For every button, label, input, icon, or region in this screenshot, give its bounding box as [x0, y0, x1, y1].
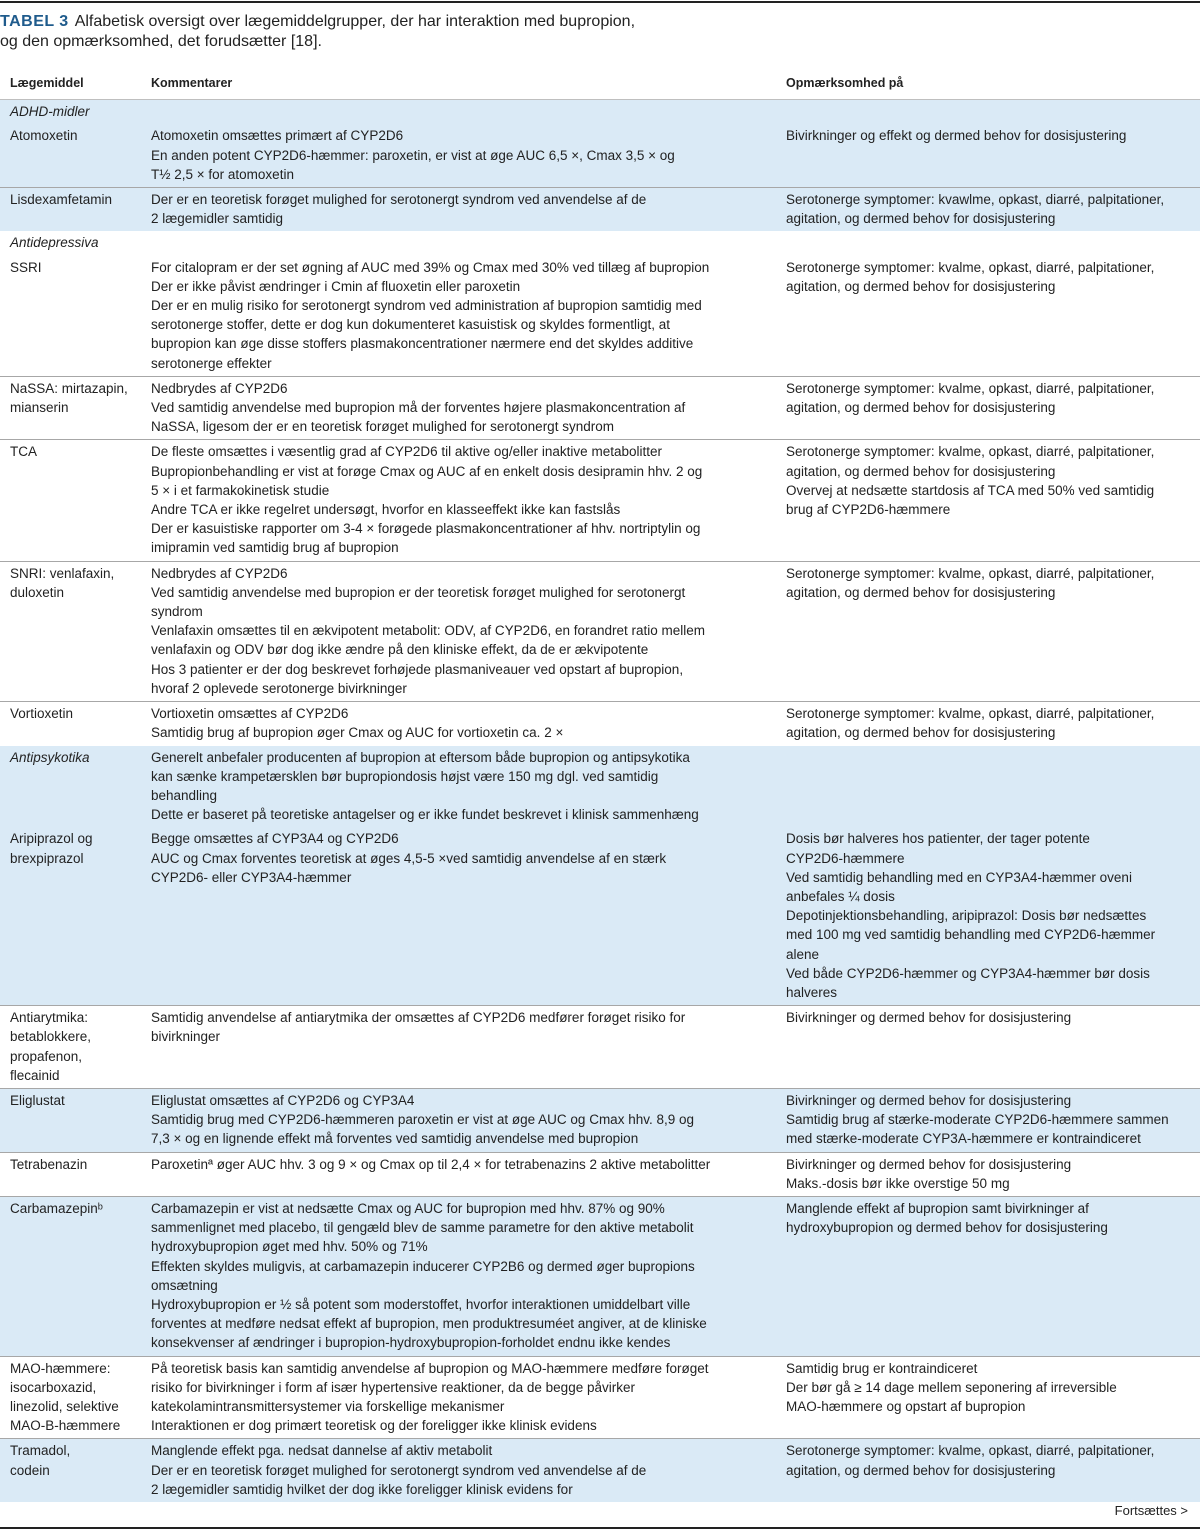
attention-cell — [776, 440, 1200, 561]
cell-line: 2 lægemidler samtidig hvilket der dog ikke foreligger klinisk evidens for — [151, 1481, 573, 1497]
attention-cell — [776, 1152, 1200, 1196]
cell-line: På teoretisk basis kan samtidig anvendelse af bupropion og MAO-hæmmere medføre forøget — [151, 1360, 709, 1376]
cell-line: Der er ikke påvist ændringer i Cmin af fluoxetin eller paroxetin — [151, 278, 521, 294]
cell-line: betablokkere, — [10, 1029, 92, 1045]
cell-line: alene — [786, 946, 820, 962]
cell-line: Atomoxetin omsættes primært af CYP2D6 — [151, 128, 404, 144]
cell-line: Der er en teoretisk forøget mulighed for serotonergt syndrom ved anvendelse af de — [151, 192, 647, 208]
table-row — [0, 746, 1200, 828]
cell-line: Serotonerge symptomer: kvalme, opkast, diarré, palpitationer, — [786, 380, 1155, 396]
comments-cell — [141, 1152, 776, 1196]
cell-line: codein — [10, 1462, 50, 1478]
cell-line: agitation, og dermed behov for dosisjustering — [786, 1462, 1056, 1478]
cell-line: NaSSA: mirtazapin, — [10, 380, 128, 396]
cell-line: Paroxetinª øger AUC hhv. 3 og 9 × og Cmax op til 2,4 × for tetrabenazins 2 aktive metabolitter — [151, 1156, 711, 1172]
attention-cell — [776, 746, 1200, 828]
attention-cell — [776, 188, 1200, 232]
table-row — [0, 1196, 1200, 1356]
cell-line: agitation, og dermed behov for dosisjustering — [786, 463, 1056, 479]
cell-line: CYP2D6- eller CYP3A4-hæmmer — [151, 869, 352, 885]
drug-cell — [0, 1152, 141, 1196]
attention-cell — [776, 561, 1200, 701]
cell-line: AUC og Cmax forventes teoretisk at øges 4,5-5 ×ved samtidig anvendelse af en stærk — [151, 850, 667, 866]
table-row — [0, 827, 1200, 1005]
cell-line: serotonerge stoffer, dette er dog kun dokumenteret kasuistisk og skyldes formentligt, at — [151, 317, 671, 333]
attention-cell — [776, 100, 1200, 125]
continued-label: Fortsættes > — [1114, 1503, 1188, 1518]
cell-line: brug af CYP2D6-hæmmere — [786, 502, 951, 518]
caption-text-2: og den opmærksomhed, det forudsætter [18]. — [0, 33, 322, 50]
cell-line: Interaktionen er dog primært teoretisk og der foreligger ikke klinisk evidens — [151, 1418, 597, 1434]
comments-cell — [141, 1196, 776, 1356]
cell-line: duloxetin — [10, 584, 65, 600]
cell-line: venlafaxin og ODV bør dog ikke ændre på den kliniske effekt, da de er ækvipotente — [151, 642, 649, 658]
attention-cell — [776, 124, 1200, 187]
comments-cell — [141, 376, 776, 440]
caption-text-1: Alfabetisk oversigt over lægemiddelgrupper, der har interaktion med bupropion, — [74, 13, 636, 30]
cell-line: serotonerge effekter — [151, 355, 272, 371]
cell-line: MAO-B-hæmmere — [10, 1418, 121, 1434]
cell-line: Lisdexamfetamin — [10, 192, 113, 208]
cell-line: Serotonerge symptomer: kvalme, opkast, diarré, palpitationer, — [786, 259, 1155, 275]
cell-line: 5 × i et farmakokinetisk studie — [151, 482, 330, 498]
cell-line: Serotonerge symptomer: kvalme, opkast, diarré, palpitationer, — [786, 444, 1155, 460]
table-row — [0, 1006, 1200, 1089]
drug-cell — [0, 124, 141, 187]
comments-cell — [141, 256, 776, 377]
cell-line: Nedbrydes af CYP2D6 — [151, 565, 288, 581]
cell-line: agitation, og dermed behov for dosisjustering — [786, 400, 1056, 416]
cell-line: hydroxybupropion øget med hhv. 50% og 71% — [151, 1239, 428, 1255]
cell-line: NaSSA, ligesom der er en teoretisk forøget mulighed for serotonergt syndrom — [151, 419, 614, 435]
cell-line: Tramadol, — [10, 1443, 71, 1459]
table-row — [0, 702, 1200, 746]
cell-line: Der bør gå ≥ 14 dage mellem seponering af irreversible — [786, 1379, 1117, 1395]
cell-line: brexpiprazol — [10, 850, 84, 866]
cell-line: Samtidig anvendelse af antiarytmika der omsættes af CYP2D6 medfører forøget risiko for — [151, 1010, 686, 1026]
cell-line: kan sænke krampetærsklen bør bupropiondosis højst være 150 mg dgl. ved samtidig — [151, 768, 659, 784]
cell-line: Ved både CYP2D6-hæmmer og CYP3A4-hæmmer bør dosis — [786, 965, 1150, 981]
drug-cell — [0, 1006, 141, 1089]
attention-cell — [776, 256, 1200, 377]
cell-line: SNRI: venlafaxin, — [10, 565, 115, 581]
drug-cell — [0, 1439, 141, 1502]
comments-cell — [141, 1439, 776, 1502]
cell-line: Bupropionbehandling er vist at forøge Cmax og AUC af en enkelt dosis desipramin hhv. 2 og — [151, 463, 703, 479]
drug-cell — [0, 188, 141, 232]
cell-line: Overvej at nedsætte startdosis af TCA med 50% ved samtidig — [786, 482, 1155, 498]
cell-line: Vortioxetin omsættes af CYP2D6 — [151, 706, 349, 722]
cell-line: 2 lægemidler samtidig — [151, 211, 284, 227]
cell-line: Der er en mulig risiko for serotonergt syndrom ved administration af bupropion samtidig med — [151, 298, 702, 314]
cell-line: Vortioxetin — [10, 706, 74, 722]
cell-line: bivirkninger — [151, 1029, 221, 1045]
cell-line: Depotinjektionsbehandling, aripiprazol: Dosis bør nedsættes — [786, 908, 1147, 924]
cell-line: Dette er baseret på teoretiske antagelser og er ikke fundet beskrevet i klinisk sammenhæng — [151, 807, 699, 823]
cell-line: Ved samtidig anvendelse med bupropion må der forventes højere plasmakoncentration af — [151, 400, 686, 416]
table-row — [0, 124, 1200, 187]
drug-cell — [0, 702, 141, 746]
header-comments: Kommentarer — [141, 64, 776, 100]
cell-line: Nedbrydes af CYP2D6 — [151, 380, 288, 396]
section-title: Antidepressiva — [10, 235, 99, 251]
comments-cell — [141, 702, 776, 746]
cell-line: Antiarytmika: — [10, 1010, 89, 1026]
comments-cell — [141, 1356, 776, 1439]
table-caption — [0, 12, 1200, 52]
cell-line: med 100 mg ved samtidig behandling med CYP2D6-hæmmer — [786, 927, 1156, 943]
attention-cell — [776, 231, 1200, 255]
cell-line: propafenon, — [10, 1048, 83, 1064]
cell-line: Aripiprazol og — [10, 831, 93, 847]
drug-cell — [0, 1196, 141, 1356]
cell-line: Bivirkninger og dermed behov for dosisjustering — [786, 1092, 1072, 1108]
cell-line: Bivirkninger og dermed behov for dosisjustering — [786, 1156, 1072, 1172]
comments-cell — [141, 124, 776, 187]
cell-line: agitation, og dermed behov for dosisjustering — [786, 211, 1056, 227]
header-drug: Lægemiddel — [0, 64, 141, 100]
cell-line: Carbamazepinᵇ — [10, 1200, 103, 1216]
comments-cell — [141, 561, 776, 701]
attention-cell — [776, 1088, 1200, 1152]
cell-line: omsætning — [151, 1277, 218, 1293]
cell-line: Hos 3 patienter er der dog beskrevet forhøjede plasmaniveauer ved opstart af bupropion, — [151, 661, 684, 677]
cell-line: halveres — [786, 984, 838, 1000]
drug-cell — [0, 1088, 141, 1152]
cell-line: behandling — [151, 787, 218, 803]
cell-line: For citalopram er der set øgning af AUC med 39% og Cmax med 30% ved tillæg af bupropion — [151, 259, 710, 275]
table-row — [0, 100, 1200, 125]
cell-line: CYP2D6-hæmmere — [786, 850, 905, 866]
attention-cell — [776, 1006, 1200, 1089]
cell-line: Bivirkninger og effekt og dermed behov for dosisjustering — [786, 128, 1127, 144]
comments-cell — [141, 440, 776, 561]
attention-cell — [776, 827, 1200, 1005]
drug-cell — [0, 827, 141, 1005]
cell-line: Hydroxybupropion er ½ så potent som moderstoffet, hvorfor interaktionen umiddelbart ville — [151, 1296, 691, 1312]
cell-line: mianserin — [10, 400, 69, 416]
comments-cell — [141, 188, 776, 232]
attention-cell — [776, 1439, 1200, 1502]
cell-line: agitation, og dermed behov for dosisjustering — [786, 725, 1056, 741]
cell-line: Ved samtidig behandling med en CYP3A4-hæmmer oveni — [786, 869, 1132, 885]
attention-cell — [776, 1356, 1200, 1439]
attention-cell — [776, 376, 1200, 440]
cell-line: Serotonerge symptomer: kvalme, opkast, diarré, palpitationer, — [786, 565, 1155, 581]
comments-cell — [141, 827, 776, 1005]
table-row — [0, 1152, 1200, 1196]
attention-cell — [776, 702, 1200, 746]
cell-line: Der er kasuistiske rapporter om 3-4 × forøgede plasmakoncentrationer af hhv. nortriptylin og — [151, 521, 701, 537]
comments-cell — [141, 1006, 776, 1089]
cell-line: 7,3 × og en lignende effekt må forventes ved samtidig anvendelse med bupropion — [151, 1131, 639, 1147]
cell-line: agitation, og dermed behov for dosisjustering — [786, 278, 1056, 294]
drug-cell — [0, 561, 141, 701]
table-label: TABEL 3 — [0, 13, 69, 30]
section-title: ADHD-midler — [10, 104, 90, 120]
cell-line: Maks.-dosis bør ikke overstige 50 mg — [786, 1175, 1010, 1191]
cell-line: En anden potent CYP2D6-hæmmer: paroxetin, er vist at øge AUC 6,5 ×, Cmax 3,5 × og — [151, 147, 675, 163]
bottom-rule — [0, 1527, 1200, 1529]
cell-line: Generelt anbefaler producenten af bupropion at eftersom både bupropion og antipsykotika — [151, 749, 690, 765]
drug-cell — [0, 256, 141, 377]
cell-line: Andre TCA er ikke regelret undersøgt, hvorfor en klasseeffekt ikke kan fastslås — [151, 502, 621, 518]
cell-line: Dosis bør halveres hos patienter, der tager potente — [786, 831, 1090, 847]
cell-line: med stærke-moderate CYP3A-hæmmere er kontraindiceret — [786, 1131, 1141, 1147]
cell-line: Samtidig brug af stærke-moderate CYP2D6-hæmmere sammen — [786, 1112, 1169, 1128]
cell-line: bupropion kan øge disse stoffers plasmakoncentrationer nærmere end det skyldes additive — [151, 336, 694, 352]
cell-line: Carbamazepin er vist at nedsætte Cmax og AUC for bupropion med hhv. 87% og 90% — [151, 1200, 665, 1216]
table-row — [0, 231, 1200, 255]
comments-cell — [141, 100, 776, 125]
cell-line: Serotonerge symptomer: kvalme, opkast, diarré, palpitationer, — [786, 706, 1155, 722]
cell-line: katekolamintransmittersystemer via forskellige mekanismer — [151, 1399, 505, 1414]
cell-line: T½ 2,5 × for atomoxetin — [151, 166, 294, 182]
cell-line: Manglende effekt af bupropion samt bivirkninger af — [786, 1200, 1089, 1216]
drug-cell — [0, 376, 141, 440]
cell-line: Bivirkninger og dermed behov for dosisjustering — [786, 1010, 1072, 1026]
comments-cell — [141, 231, 776, 255]
cell-line: isocarboxazid, — [10, 1379, 97, 1395]
cell-line: Serotonerge symptomer: kvalme, opkast, diarré, palpitationer, — [786, 1443, 1155, 1459]
cell-line: flecainid — [10, 1067, 60, 1083]
table-row — [0, 1356, 1200, 1439]
table-row — [0, 561, 1200, 701]
comments-cell — [141, 746, 776, 828]
table-row — [0, 1439, 1200, 1502]
cell-line: SSRI — [10, 259, 42, 275]
cell-line: hvoraf 2 oplevede serotonerge bivirkninger — [151, 680, 407, 696]
table-header-row — [0, 64, 1200, 100]
cell-line: Ved samtidig anvendelse med bupropion er der teoretisk forøget mulighed for serotonergt — [151, 584, 686, 600]
drug-cell — [0, 440, 141, 561]
table-row — [0, 1088, 1200, 1152]
table-body — [0, 100, 1200, 1502]
cell-line: anbefales ¼ dosis — [786, 888, 895, 904]
cell-line: Effekten skyldes muligvis, at carbamazepin inducerer CYP2B6 og dermed øger bupropions — [151, 1258, 695, 1274]
cell-line: Eliglustat — [10, 1092, 65, 1108]
cell-line: Serotonerge symptomer: kvawlme, opkast, diarré, palpitationer, — [786, 192, 1165, 208]
cell-line: imipramin ved samtidig brug af bupropion — [151, 540, 399, 556]
attention-cell — [776, 1196, 1200, 1356]
cell-line: Venlafaxin omsættes til en ækvipotent metabolit: ODV, af CYP2D6, en forandret ratio mellem — [151, 623, 706, 639]
cell-line: risiko for bivirkninger i form af især hypertensive reaktioner, da de begge påvirker — [151, 1379, 635, 1395]
table-row — [0, 440, 1200, 561]
cell-line: Samtidig brug med CYP2D6-hæmmeren paroxetin er vist at øge AUC og Cmax hhv. 8,9 og — [151, 1112, 694, 1128]
drug-cell — [0, 1356, 141, 1439]
cell-line: TCA — [10, 444, 37, 460]
caption-line-1 — [0, 12, 1200, 32]
cell-line: De fleste omsættes i væsentlig grad af CYP2D6 til aktive og/eller inaktive metabolitter — [151, 444, 662, 460]
drug-cell — [0, 746, 141, 828]
table-row — [0, 376, 1200, 440]
top-rule — [0, 1, 1200, 3]
cell-line: Samtidig brug er kontraindiceret — [786, 1360, 978, 1376]
comments-cell — [141, 1088, 776, 1152]
cell-line: forventes at medføre nedsat effekt af bupropion, men produktresuméet angiver, at de kliniske — [151, 1316, 707, 1332]
cell-line: agitation, og dermed behov for dosisjustering — [786, 584, 1056, 600]
cell-line: linezolid, selektive — [10, 1399, 119, 1414]
cell-line: Eliglustat omsættes af CYP2D6 og CYP3A4 — [151, 1092, 415, 1108]
cell-line: Atomoxetin — [10, 128, 78, 144]
drug-cell — [0, 100, 141, 125]
table-row — [0, 256, 1200, 377]
cell-line: Samtidig brug af bupropion øger Cmax og AUC for vortioxetin ca. 2 × — [151, 725, 564, 741]
cell-line: konsekvenser af ændringer i bupropion-hydroxybupropion-forholdet endnu ikke kendes — [151, 1335, 671, 1351]
cell-line: sammenlignet med placebo, til gengæld blev de samme parametre for den aktive metabolit — [151, 1220, 694, 1236]
interaction-table — [0, 64, 1200, 1502]
cell-line: syndrom — [151, 604, 203, 620]
cell-line: Tetrabenazin — [10, 1156, 88, 1172]
cell-line: Manglende effekt pga. nedsat dannelse af aktiv metabolit — [151, 1443, 493, 1459]
cell-line: Begge omsættes af CYP3A4 og CYP2D6 — [151, 831, 399, 847]
header-attention: Opmærksomhed på — [776, 64, 1200, 100]
cell-line: MAO-hæmmere og opstart af bupropion — [786, 1399, 1026, 1414]
cell-line: Der er en teoretisk forøget mulighed for serotonergt syndrom ved anvendelse af de — [151, 1462, 647, 1478]
drug-cell — [0, 231, 141, 255]
table-row — [0, 188, 1200, 232]
cell-line: MAO-hæmmere: — [10, 1360, 111, 1376]
cell-line: hydroxybupropion og dermed behov for dosisjustering — [786, 1220, 1108, 1236]
section-title: Antipsykotika — [10, 749, 90, 765]
